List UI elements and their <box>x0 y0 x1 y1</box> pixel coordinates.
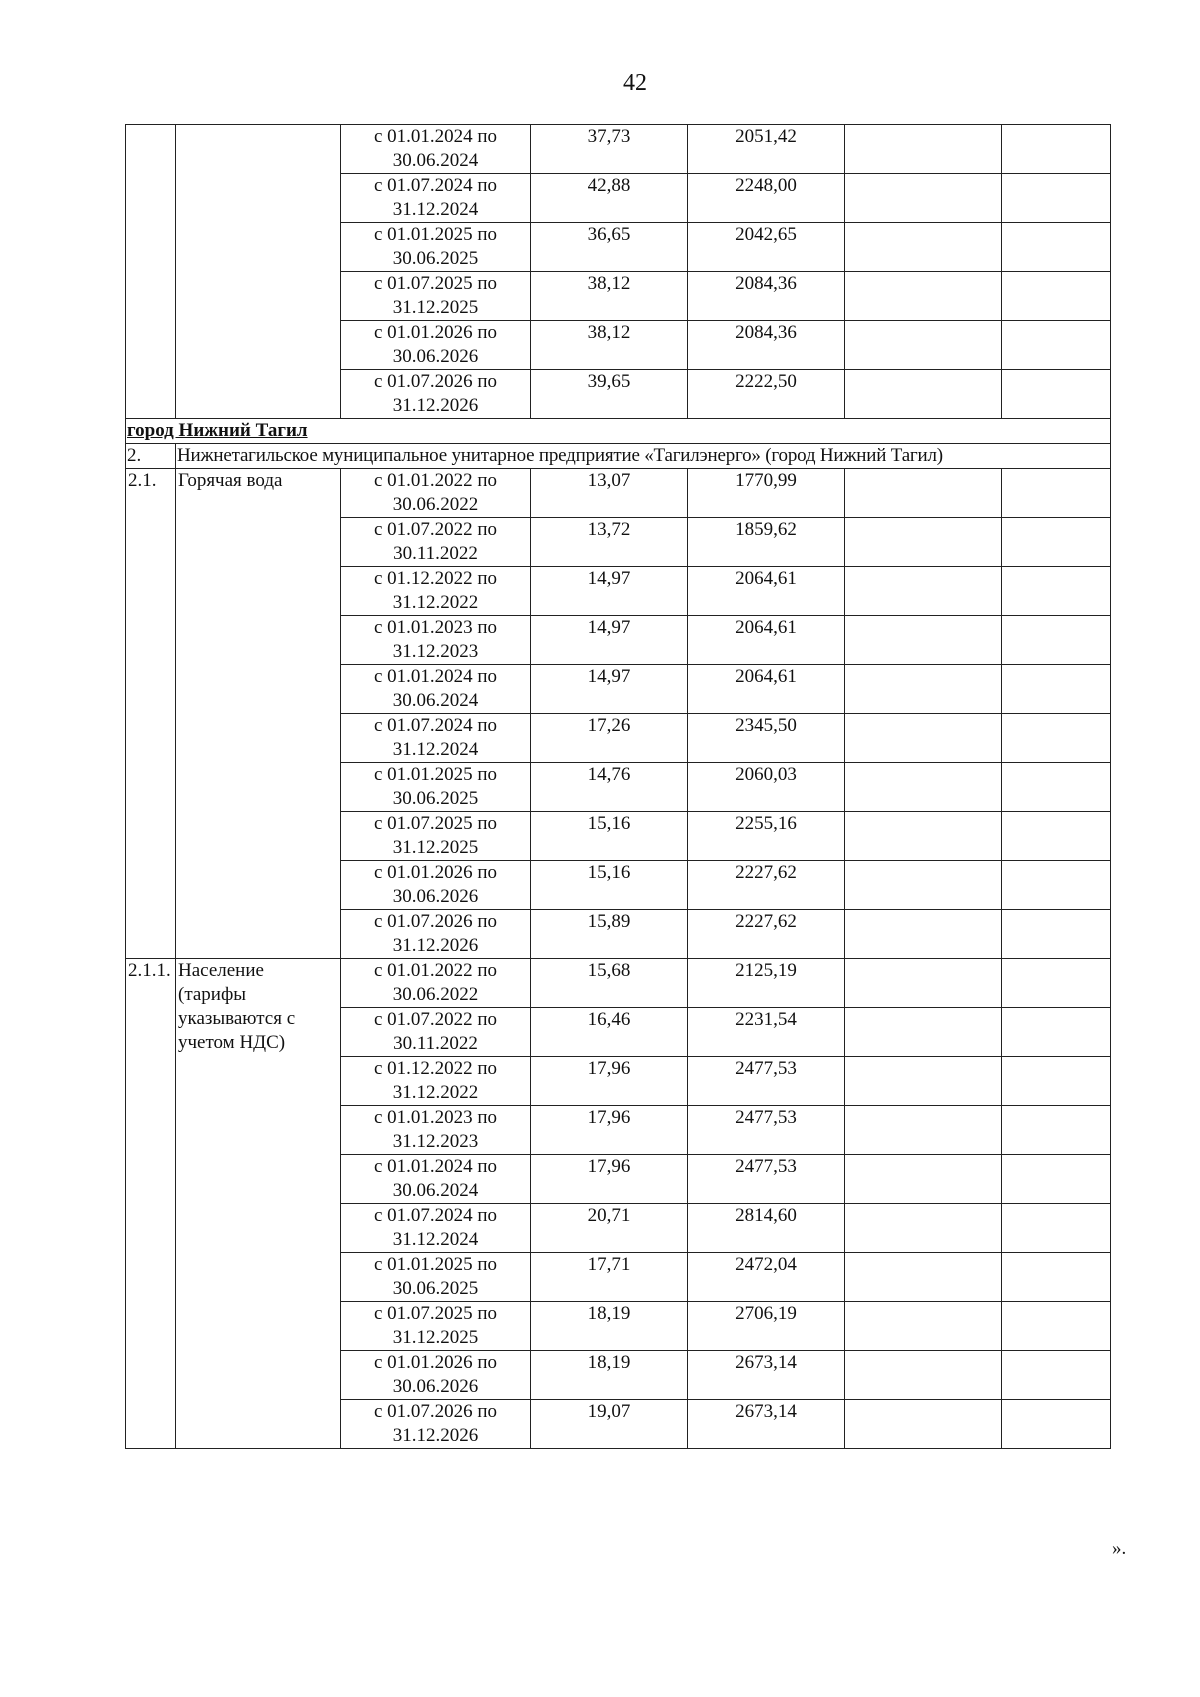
empty-cell <box>1002 223 1111 272</box>
rate-cell: 17,96 <box>531 1155 688 1204</box>
tariff-table <box>125 124 1111 1449</box>
rate-cell: 42,88 <box>531 174 688 223</box>
empty-cell <box>1002 665 1111 714</box>
rate-cell: 36,65 <box>531 223 688 272</box>
rate-cell: 18,19 <box>531 1351 688 1400</box>
period-cell: с 01.01.2025 по 30.06.2025 <box>341 763 531 812</box>
empty-cell <box>1002 1155 1111 1204</box>
empty-cell <box>845 174 1002 223</box>
tariff-table-body <box>126 125 1111 1449</box>
cost-cell: 2673,14 <box>688 1351 845 1400</box>
organization-name: Нижнетагильское муниципальное унитарное предприятие «Тагилэнерго» (город Нижний Тагил) <box>176 444 1111 469</box>
period-cell: с 01.01.2026 по 30.06.2026 <box>341 321 531 370</box>
period-cell: с 01.01.2026 по 30.06.2026 <box>341 861 531 910</box>
cost-cell: 2064,61 <box>688 567 845 616</box>
empty-cell <box>845 763 1002 812</box>
period-cell: с 01.01.2022 по 30.06.2022 <box>341 469 531 518</box>
cost-cell: 2084,36 <box>688 321 845 370</box>
rate-cell: 14,97 <box>531 616 688 665</box>
empty-cell <box>845 518 1002 567</box>
empty-cell <box>1002 1008 1111 1057</box>
rate-cell: 14,97 <box>531 665 688 714</box>
cost-cell: 2125,19 <box>688 959 845 1008</box>
period-cell: с 01.07.2026 по 31.12.2026 <box>341 1400 531 1449</box>
rate-cell: 37,73 <box>531 125 688 174</box>
empty-cell <box>1002 272 1111 321</box>
cost-cell: 2051,42 <box>688 125 845 174</box>
period-cell: с 01.01.2024 по 30.06.2024 <box>341 1155 531 1204</box>
period-cell: с 01.01.2022 по 30.06.2022 <box>341 959 531 1008</box>
rate-cell: 15,68 <box>531 959 688 1008</box>
empty-cell <box>1002 1057 1111 1106</box>
rate-cell: 38,12 <box>531 321 688 370</box>
empty-cell <box>845 370 1002 419</box>
empty-cell <box>1002 812 1111 861</box>
period-cell: с 01.07.2022 по 30.11.2022 <box>341 518 531 567</box>
empty-cell <box>1002 518 1111 567</box>
organization-row <box>126 444 1111 469</box>
empty-cell <box>1002 959 1111 1008</box>
empty-cell <box>1002 321 1111 370</box>
period-cell: с 01.07.2024 по 31.12.2024 <box>341 174 531 223</box>
period-cell: с 01.01.2023 по 31.12.2023 <box>341 1106 531 1155</box>
empty-cell <box>845 272 1002 321</box>
empty-cell <box>845 1057 1002 1106</box>
period-cell: с 01.12.2022 по 31.12.2022 <box>341 1057 531 1106</box>
organization-number: 2. <box>126 444 176 469</box>
city-heading: город Нижний Тагил <box>126 419 1111 444</box>
cost-cell: 2248,00 <box>688 174 845 223</box>
rate-cell: 15,16 <box>531 812 688 861</box>
rate-cell: 18,19 <box>531 1302 688 1351</box>
table-row <box>126 469 1111 518</box>
empty-cell <box>1002 1106 1111 1155</box>
empty-cell <box>845 223 1002 272</box>
period-cell: с 01.01.2024 по 30.06.2024 <box>341 125 531 174</box>
empty-cell <box>1002 370 1111 419</box>
rate-cell: 15,89 <box>531 910 688 959</box>
rate-cell: 13,07 <box>531 469 688 518</box>
empty-cell <box>1002 714 1111 763</box>
empty-cell <box>1002 174 1111 223</box>
cost-cell: 2064,61 <box>688 665 845 714</box>
cost-cell: 2345,50 <box>688 714 845 763</box>
empty-cell <box>845 1204 1002 1253</box>
empty-cell <box>1002 616 1111 665</box>
empty-cell <box>845 910 1002 959</box>
cost-cell: 2477,53 <box>688 1106 845 1155</box>
cost-cell: 2673,14 <box>688 1400 845 1449</box>
empty-cell <box>845 1302 1002 1351</box>
rate-cell: 39,65 <box>531 370 688 419</box>
period-cell: с 01.01.2025 по 30.06.2025 <box>341 223 531 272</box>
period-cell: с 01.07.2025 по 31.12.2025 <box>341 272 531 321</box>
city-heading-row <box>126 419 1111 444</box>
period-cell: с 01.07.2025 по 31.12.2025 <box>341 1302 531 1351</box>
empty-cell <box>1002 567 1111 616</box>
empty-cell <box>1002 763 1111 812</box>
closing-quote: ». <box>1112 1538 1127 1559</box>
empty-cell <box>845 959 1002 1008</box>
cost-cell: 2060,03 <box>688 763 845 812</box>
period-cell: с 01.01.2026 по 30.06.2026 <box>341 1351 531 1400</box>
empty-cell <box>845 321 1002 370</box>
empty-cell <box>1002 1253 1111 1302</box>
cost-cell: 2472,04 <box>688 1253 845 1302</box>
cost-cell: 2706,19 <box>688 1302 845 1351</box>
rate-cell: 17,96 <box>531 1057 688 1106</box>
cost-cell: 2227,62 <box>688 910 845 959</box>
period-cell: с 01.01.2024 по 30.06.2024 <box>341 665 531 714</box>
item-number-cell <box>126 125 176 419</box>
empty-cell <box>1002 1204 1111 1253</box>
empty-cell <box>1002 861 1111 910</box>
empty-cell <box>1002 1400 1111 1449</box>
period-cell: с 01.01.2025 по 30.06.2025 <box>341 1253 531 1302</box>
empty-cell <box>845 1106 1002 1155</box>
item-name-cell <box>176 125 341 419</box>
empty-cell <box>1002 1351 1111 1400</box>
empty-cell <box>845 714 1002 763</box>
empty-cell <box>845 469 1002 518</box>
cost-cell: 2222,50 <box>688 370 845 419</box>
cost-cell: 1859,62 <box>688 518 845 567</box>
period-cell: с 01.07.2026 по 31.12.2026 <box>341 370 531 419</box>
period-cell: с 01.07.2024 по 31.12.2024 <box>341 1204 531 1253</box>
rate-cell: 38,12 <box>531 272 688 321</box>
rate-cell: 17,71 <box>531 1253 688 1302</box>
period-cell: с 01.07.2026 по 31.12.2026 <box>341 910 531 959</box>
empty-cell <box>1002 469 1111 518</box>
empty-cell <box>845 1400 1002 1449</box>
period-cell: с 01.07.2025 по 31.12.2025 <box>341 812 531 861</box>
empty-cell <box>845 616 1002 665</box>
item-name-cell: Горячая вода <box>176 469 341 959</box>
empty-cell <box>845 861 1002 910</box>
cost-cell: 2814,60 <box>688 1204 845 1253</box>
period-cell: с 01.01.2023 по 31.12.2023 <box>341 616 531 665</box>
period-cell: с 01.07.2024 по 31.12.2024 <box>341 714 531 763</box>
rate-cell: 17,26 <box>531 714 688 763</box>
rate-cell: 17,96 <box>531 1106 688 1155</box>
period-cell: с 01.07.2022 по 30.11.2022 <box>341 1008 531 1057</box>
empty-cell <box>1002 910 1111 959</box>
empty-cell <box>845 1253 1002 1302</box>
empty-cell <box>1002 125 1111 174</box>
cost-cell: 2042,65 <box>688 223 845 272</box>
empty-cell <box>845 1351 1002 1400</box>
rate-cell: 14,76 <box>531 763 688 812</box>
empty-cell <box>845 567 1002 616</box>
cost-cell: 2231,54 <box>688 1008 845 1057</box>
period-cell: с 01.12.2022 по 31.12.2022 <box>341 567 531 616</box>
empty-cell <box>845 1008 1002 1057</box>
empty-cell <box>1002 1302 1111 1351</box>
cost-cell: 2064,61 <box>688 616 845 665</box>
cost-cell: 2084,36 <box>688 272 845 321</box>
rate-cell: 13,72 <box>531 518 688 567</box>
table-row <box>126 959 1111 1008</box>
cost-cell: 2477,53 <box>688 1155 845 1204</box>
cost-cell: 1770,99 <box>688 469 845 518</box>
cost-cell: 2255,16 <box>688 812 845 861</box>
rate-cell: 20,71 <box>531 1204 688 1253</box>
cost-cell: 2477,53 <box>688 1057 845 1106</box>
rate-cell: 16,46 <box>531 1008 688 1057</box>
item-name-cell: Население (тарифы указываются с учетом НДС) <box>176 959 341 1449</box>
item-number-cell: 2.1. <box>126 469 176 959</box>
table-row <box>126 125 1111 174</box>
empty-cell <box>845 1155 1002 1204</box>
cost-cell: 2227,62 <box>688 861 845 910</box>
empty-cell <box>845 125 1002 174</box>
item-number-cell: 2.1.1. <box>126 959 176 1449</box>
rate-cell: 15,16 <box>531 861 688 910</box>
rate-cell: 14,97 <box>531 567 688 616</box>
page-number: 42 <box>623 70 647 96</box>
empty-cell <box>845 665 1002 714</box>
rate-cell: 19,07 <box>531 1400 688 1449</box>
empty-cell <box>845 812 1002 861</box>
